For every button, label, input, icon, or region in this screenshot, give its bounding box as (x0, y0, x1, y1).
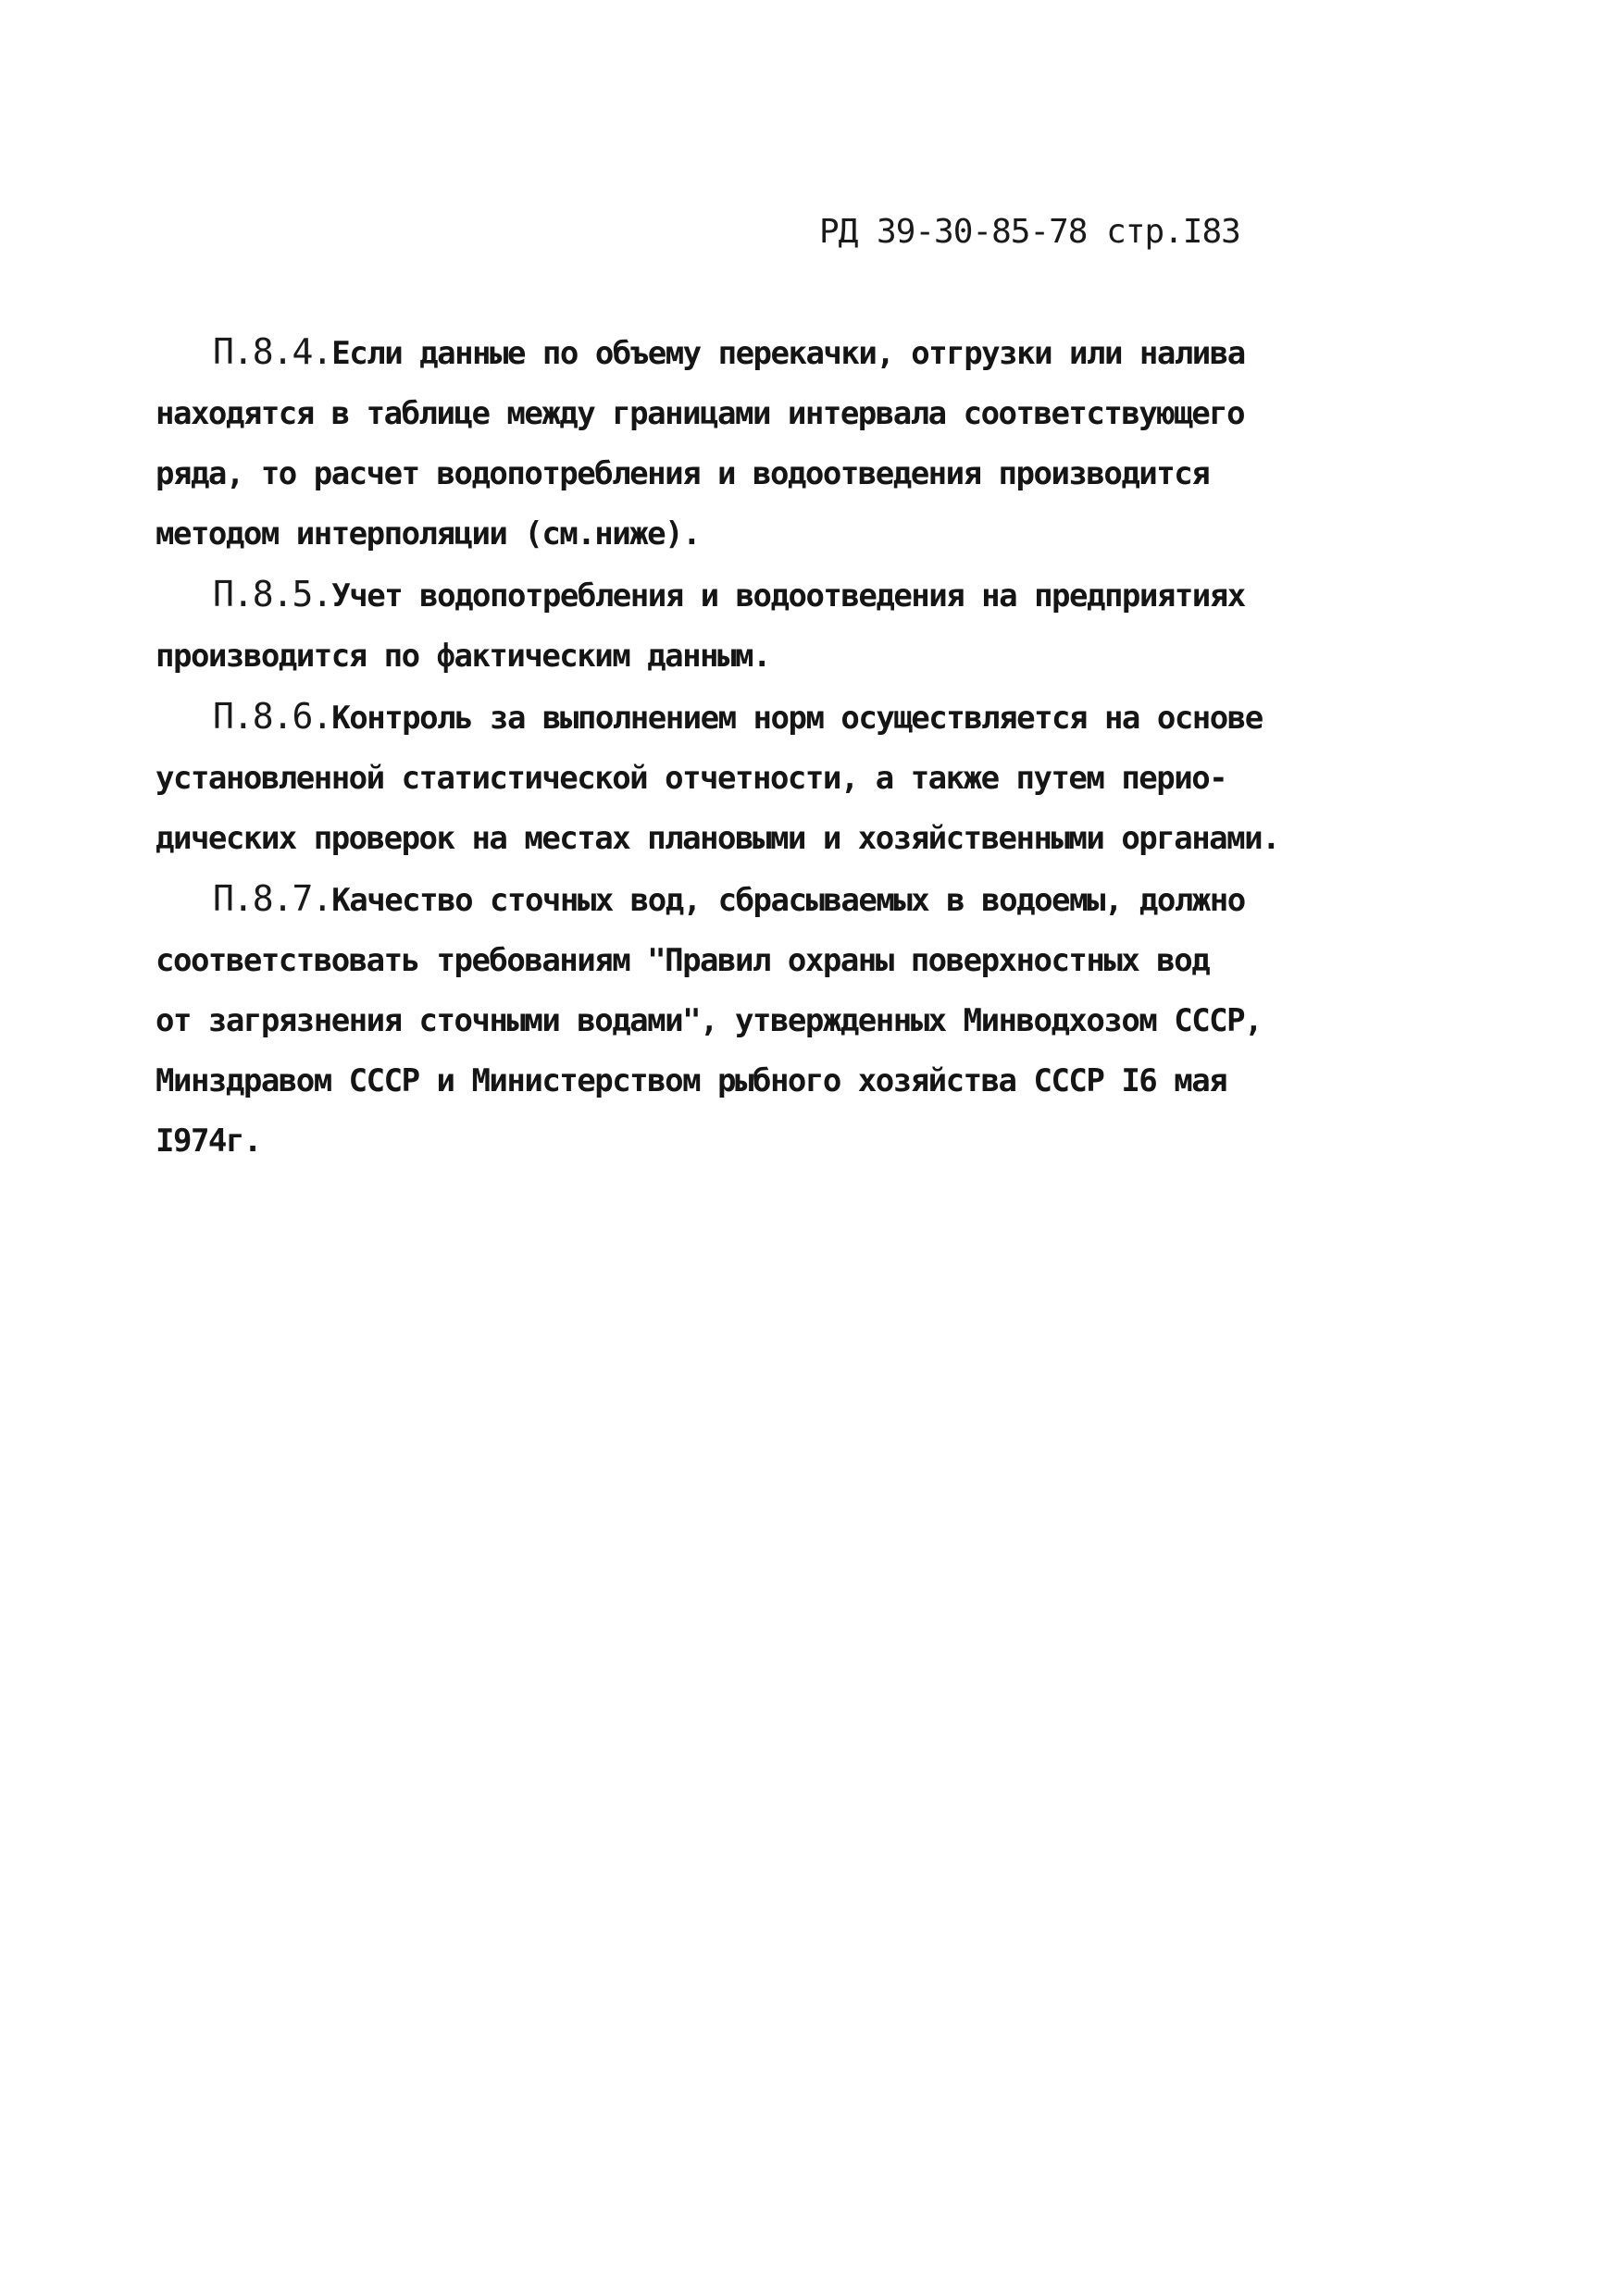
paragraph-number: П.8.6. (213, 696, 332, 737)
paragraph-first-line (156, 869, 1387, 931)
paragraph-text-line: установленной статистической отчетности, а также путем перио- (156, 760, 1227, 797)
paragraph-text-line: находятся в таблице между границами интервала соответствующего (156, 395, 1245, 432)
paragraph-text-line: Если данные по объему перекачки, отгрузки или налива (331, 335, 1245, 372)
paragraph-first-line (156, 322, 1387, 384)
paragraph-text-line: Минздравом СССР и Министерством рыбного хозяйства СССР I6 мая (156, 1062, 1227, 1099)
paragraph-text-line: Качество сточных вод, сбрасываемых в водоемы, должно (331, 882, 1245, 919)
paragraph-number: П.8.5. (213, 574, 332, 614)
paragraph-text-line: дических проверок на местах плановыми и хозяйственными органами. (156, 820, 1280, 857)
paragraph-text-line: Учет водопотребления и водоотведения на предприятиях (331, 577, 1245, 614)
paragraph-text-line: соответствовать требованиям "Правил охраны поверхностных вод (156, 942, 1210, 979)
paragraph-first-line (156, 565, 1387, 627)
paragraph-8-4 (156, 322, 1387, 565)
paragraph-first-line (156, 687, 1387, 749)
paragraph-8-5 (156, 565, 1387, 687)
paragraph-number: П.8.4. (213, 331, 332, 372)
paragraph-text-line: методом интерполяции (см.ниже). (156, 515, 701, 552)
document-reference-header: РД 39-30-85-78 стр.I83 (819, 213, 1240, 251)
paragraph-text-line: производится по фактическим данным. (156, 638, 770, 675)
paragraph-text-line: от загрязнения сточными водами", утвержденных Минводхозом СССР, (156, 1002, 1263, 1039)
paragraph-number: П.8.7. (213, 878, 332, 919)
paragraph-text-line: Контроль за выполнением норм осуществляется на основе (331, 700, 1263, 737)
paragraph-8-7 (156, 869, 1387, 1172)
paragraph-text-line: ряда, то расчет водопотребления и водоотведения производится (156, 455, 1210, 492)
paragraph-8-6 (156, 687, 1387, 869)
document-body (156, 322, 1387, 1172)
paragraph-text-line: I974г. (156, 1123, 261, 1160)
